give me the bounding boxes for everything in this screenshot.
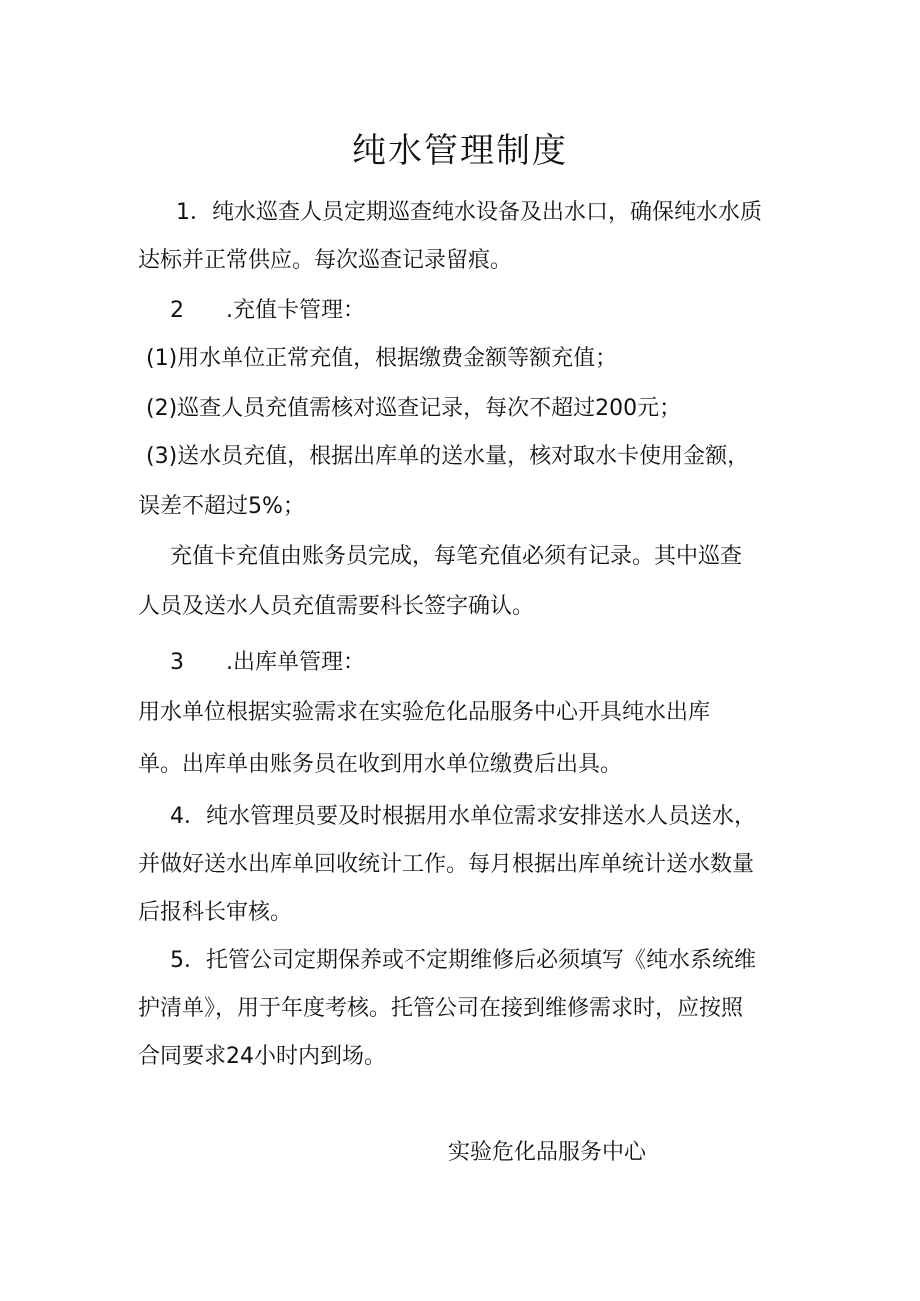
item-1-line-1: 1．纯水巡查人员定期巡查纯水设备及出水口，确保纯水水质 xyxy=(176,200,762,225)
recharge-paragraph-line-1: 充值卡充值由账务员完成，每笔充值必须有记录。其中巡查 xyxy=(170,544,743,569)
signature: 实验危化品服务中心 xyxy=(448,1140,647,1165)
sub-item-2: (2)巡查人员充值需核对巡查记录，每次不超过200元； xyxy=(146,396,682,421)
item-4-line-2: 并做好送水出库单回收统计工作。每月根据出库单统计送水数量 xyxy=(138,852,755,877)
sub-item-1: (1)用水单位正常充值，根据缴费金额等额充值； xyxy=(146,346,618,371)
item-3-index: 3 xyxy=(170,650,184,675)
item-5-line-3: 合同要求24小时内到场。 xyxy=(138,1044,386,1069)
item-3-line-1: 用水单位根据实验需求在实验危化品服务中心开具纯水出库 xyxy=(138,700,711,725)
item-5-line-2: 护清单》，用于年度考核。托管公司在接到维修需求时，应按照 xyxy=(138,996,744,1021)
item-3-number xyxy=(170,648,365,678)
item-2-index: 2 xyxy=(170,298,184,323)
item-3-line-2: 单。出库单由账务员在收到用水单位缴费后出具。 xyxy=(138,752,623,777)
item-2-number xyxy=(170,296,365,326)
document-title: 纯水管理制度 xyxy=(352,131,568,171)
item-3-heading: .出库单管理： xyxy=(226,650,365,675)
item-1-line-2: 达标并正常供应。每次巡查记录留痕。 xyxy=(138,248,513,273)
sub-item-3-line-2: 误差不超过5%； xyxy=(138,494,305,519)
item-5-line-1: 5．托管公司定期保养或不定期维修后必须填写《纯水系统维 xyxy=(170,948,756,973)
item-4-line-3: 后报科长审核。 xyxy=(138,900,293,925)
sub-item-3-line-1: (3)送水员充值，根据出库单的送水量，核对取水卡使用金额， xyxy=(146,444,750,469)
item-2-heading: .充值卡管理： xyxy=(226,298,365,323)
recharge-paragraph-line-2: 人员及送水人员充值需要科长签字确认。 xyxy=(138,594,535,619)
item-4-line-1: 4．纯水管理员要及时根据用水单位需求安排送水人员送水， xyxy=(170,804,756,829)
